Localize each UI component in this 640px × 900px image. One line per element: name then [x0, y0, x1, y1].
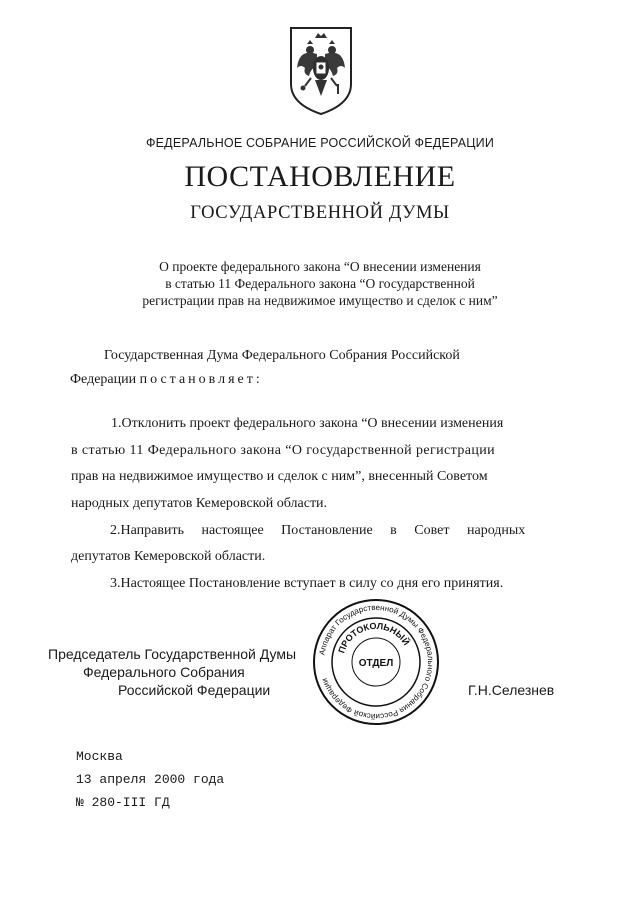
subject-line: О проекте федерального закона “О внесении изменения [159, 259, 481, 274]
official-seal-stamp [312, 598, 440, 726]
signatory-line: Председатель Государственной Думы [48, 646, 297, 662]
preamble-line: Государственная Дума Федерального Собрания Российской [104, 348, 460, 363]
coat-of-arms-emblem [287, 24, 355, 118]
clause-3-line: 3.Настоящее Постановление вступает в силу со дня его принятия. [110, 576, 504, 591]
svg-text:ОТДЕЛ: ОТДЕЛ [358, 658, 394, 669]
document-footer [76, 745, 224, 814]
clause-1-line: 1.Отклонить проект федерального закона “О внесении изменения [111, 416, 504, 431]
signatory-line: Федерального Собрания [83, 664, 245, 680]
parliament-name: ФЕДЕРАЛЬНОЕ СОБРАНИЕ РОССИЙСКОЙ ФЕДЕРАЦИИ [145, 136, 495, 150]
document-subtitle: ГОСУДАРСТВЕННОЙ ДУМЫ [190, 203, 450, 223]
clause-1-line: народных депутатов Кемеровской области. [71, 496, 328, 511]
svg-text:Аппарат Государственной Думы Ф: Аппарат Государственной Думы Федерального Собрания Российской Федерации [317, 602, 436, 722]
document-subject [0, 258, 640, 309]
preamble-verb: постановляет: [139, 372, 263, 387]
clause-2-line: депутатов Кемеровской области. [71, 549, 266, 564]
footer-number: № 280-III ГД [76, 795, 170, 810]
document-title: ПОСТАНОВЛЕНИЕ [184, 160, 456, 193]
signer-name: Г.Н.Селезнев [468, 682, 555, 698]
preamble-line [70, 372, 263, 388]
subject-line: в статью 11 Федерального закона “О государственной [165, 276, 475, 291]
footer-date: 13 апреля 2000 года [76, 772, 225, 787]
preamble-subject: Федерации [70, 372, 137, 387]
clause-2-line: 2.Направить настоящее Постановление в Совет народных [110, 523, 526, 538]
clause-1-line: в статью 11 Федерального закона “О государственной регистрации [71, 443, 496, 458]
svg-text:ПРОТОКОЛЬНЫЙ: ПРОТОКОЛЬНЫЙ [336, 620, 412, 655]
footer-city: Москва [76, 749, 123, 764]
signatory-line: Российской Федерации [118, 682, 271, 698]
signatory-title [48, 645, 328, 699]
subject-line: регистрации прав на недвижимое имущество и сделок с ним” [142, 293, 498, 308]
clause-1-line: прав на недвижимое имущество и сделок с ним”, внесенный Советом [71, 469, 488, 484]
